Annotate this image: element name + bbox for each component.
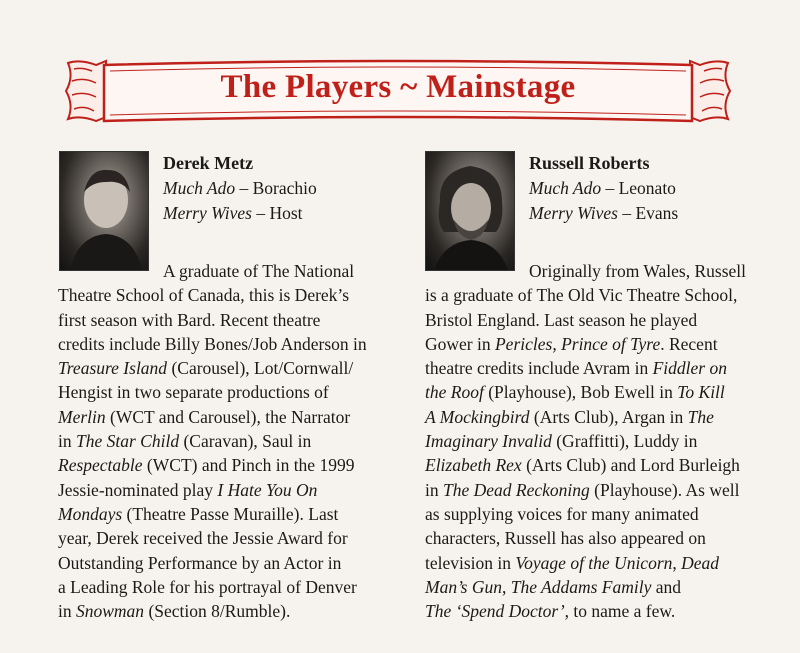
play-title: Merry Wives xyxy=(163,203,252,223)
bio-text: Hengist in two separate productions of xyxy=(58,382,329,403)
player-bio xyxy=(58,259,367,623)
bio-text: (Playhouse). As well xyxy=(589,479,740,500)
italic-title: Treasure Island xyxy=(58,358,168,379)
bio-line xyxy=(58,478,367,502)
italic-title: The Star Child xyxy=(76,431,180,452)
bio-text: (Section 8/Rumble). xyxy=(144,601,291,622)
bio-line xyxy=(58,599,367,623)
bio-text: is a graduate of The Old Vic Theatre School, xyxy=(425,285,738,306)
bio-text: (Caravan), Saul in xyxy=(179,431,312,452)
italic-title: I Hate You On xyxy=(217,479,318,500)
bio-line xyxy=(58,380,367,404)
bio-text: . Recent xyxy=(660,333,718,354)
bio-text: , to name a few. xyxy=(564,601,676,622)
player-role xyxy=(163,203,303,224)
italic-title: The Dead Reckoning xyxy=(443,479,590,500)
bio-text: as supplying voices for many animated xyxy=(425,503,699,524)
role-name: – Leonato xyxy=(605,178,676,198)
bio-line xyxy=(58,405,367,429)
player-role xyxy=(163,178,317,199)
player-photo-derek-metz xyxy=(59,151,149,271)
bio-text: Gower in xyxy=(425,333,495,354)
bio-line xyxy=(58,308,367,332)
italic-title: Merlin xyxy=(58,406,106,427)
bio-line xyxy=(425,259,746,283)
player-name: Derek Metz xyxy=(163,153,254,173)
bio-text: (WCT and Carousel), the Narrator xyxy=(105,406,351,427)
italic-title: Voyage of the Unicorn xyxy=(515,552,673,573)
player-photo-russell-roberts xyxy=(425,151,515,271)
bio-text: Theatre School of Canada, this is Derek’s xyxy=(58,285,350,306)
italic-title: Elizabeth Rex xyxy=(425,455,522,476)
italic-title: The Addams Family xyxy=(510,576,652,597)
italic-title: the Roof xyxy=(425,382,484,403)
bio-text: A graduate of The National xyxy=(163,261,355,281)
bio-text: and xyxy=(651,576,682,597)
italic-title: Snowman xyxy=(76,601,145,622)
player-role xyxy=(529,178,676,199)
italic-title: Respectable xyxy=(58,455,143,476)
bio-text: year, Derek received the Jessie Award for xyxy=(58,528,348,549)
italic-title: Pericles, Prince of Tyre xyxy=(494,333,661,354)
bio-line xyxy=(425,478,746,502)
bio-line xyxy=(425,405,746,429)
play-title: Merry Wives xyxy=(529,203,618,223)
play-title: Much Ado xyxy=(163,178,236,198)
bio-line xyxy=(425,380,746,404)
bio-text: (Theatre Passe Muraille). Last xyxy=(122,503,339,524)
bio-line xyxy=(425,356,746,380)
bio-text: Bristol England. Last season he played xyxy=(425,309,698,330)
bio-text: (Graffitti), Luddy in xyxy=(551,431,698,452)
bio-line xyxy=(425,526,746,550)
bio-text: (Arts Club), Argan in xyxy=(529,406,688,427)
bio-line xyxy=(58,453,367,477)
bio-text: Jessie-nominated play xyxy=(58,479,218,500)
bio-text: Outstanding Performance by an Actor in xyxy=(58,552,342,573)
bio-line xyxy=(425,453,746,477)
italic-title: Mondays xyxy=(58,503,123,524)
bio-line xyxy=(58,332,367,356)
bio-line xyxy=(58,551,367,575)
page-title: The Players ~ Mainstage xyxy=(220,69,576,105)
italic-title: Fiddler on xyxy=(652,358,727,379)
italic-title: The ‘Spend Doctor’ xyxy=(425,601,565,622)
italic-title: Man’s Gun xyxy=(425,576,502,597)
role-name: – Borachio xyxy=(239,178,317,198)
bio-line xyxy=(58,259,367,283)
bio-line xyxy=(58,526,367,550)
play-title: Much Ado xyxy=(529,178,602,198)
bio-text: Originally from Wales, Russell xyxy=(529,261,746,281)
bio-text: a Leading Role for his portrayal of Denver xyxy=(58,576,357,597)
bio-line xyxy=(425,308,746,332)
bio-line xyxy=(58,502,367,526)
italic-title: To Kill xyxy=(677,382,725,403)
bio-text: (Carousel), Lot/Cornwall/ xyxy=(167,358,354,379)
bio-line xyxy=(58,429,367,453)
player-bio xyxy=(425,259,746,623)
italic-title: The xyxy=(687,406,714,427)
bio-text: (WCT) and Pinch in the 1999 xyxy=(142,455,355,476)
bio-text: television in xyxy=(425,552,516,573)
bio-line xyxy=(425,332,746,356)
role-name: – Host xyxy=(256,203,303,223)
bio-text: credits include Billy Bones/Job Anderson in xyxy=(58,333,367,354)
bio-line xyxy=(425,551,746,575)
bio-line xyxy=(425,502,746,526)
bio-text: theatre credits include Avram in xyxy=(425,358,653,379)
bio-text: in xyxy=(58,601,76,622)
bio-line xyxy=(425,429,746,453)
bio-line xyxy=(425,575,746,599)
player-role xyxy=(529,203,678,224)
bio-line xyxy=(425,283,746,307)
bio-text: , xyxy=(672,552,682,573)
italic-title: A Mockingbird xyxy=(425,406,530,427)
bio-text: (Arts Club) and Lord Burleigh xyxy=(521,455,740,476)
bio-text: , xyxy=(501,576,511,597)
bio-line xyxy=(58,575,367,599)
player-name: Russell Roberts xyxy=(529,153,650,173)
bio-text: (Playhouse), Bob Ewell in xyxy=(483,382,678,403)
role-name: – Evans xyxy=(622,203,679,223)
title-banner xyxy=(58,55,738,135)
bio-line xyxy=(58,356,367,380)
italic-title: Imaginary Invalid xyxy=(425,431,552,452)
bio-text: in xyxy=(425,479,443,500)
italic-title: Dead xyxy=(681,552,720,573)
bio-line xyxy=(425,599,746,623)
bio-text: in xyxy=(58,431,76,452)
bio-text: characters, Russell has also appeared on xyxy=(425,528,706,549)
bio-text: first season with Bard. Recent theatre xyxy=(58,309,321,330)
bio-line xyxy=(58,283,367,307)
